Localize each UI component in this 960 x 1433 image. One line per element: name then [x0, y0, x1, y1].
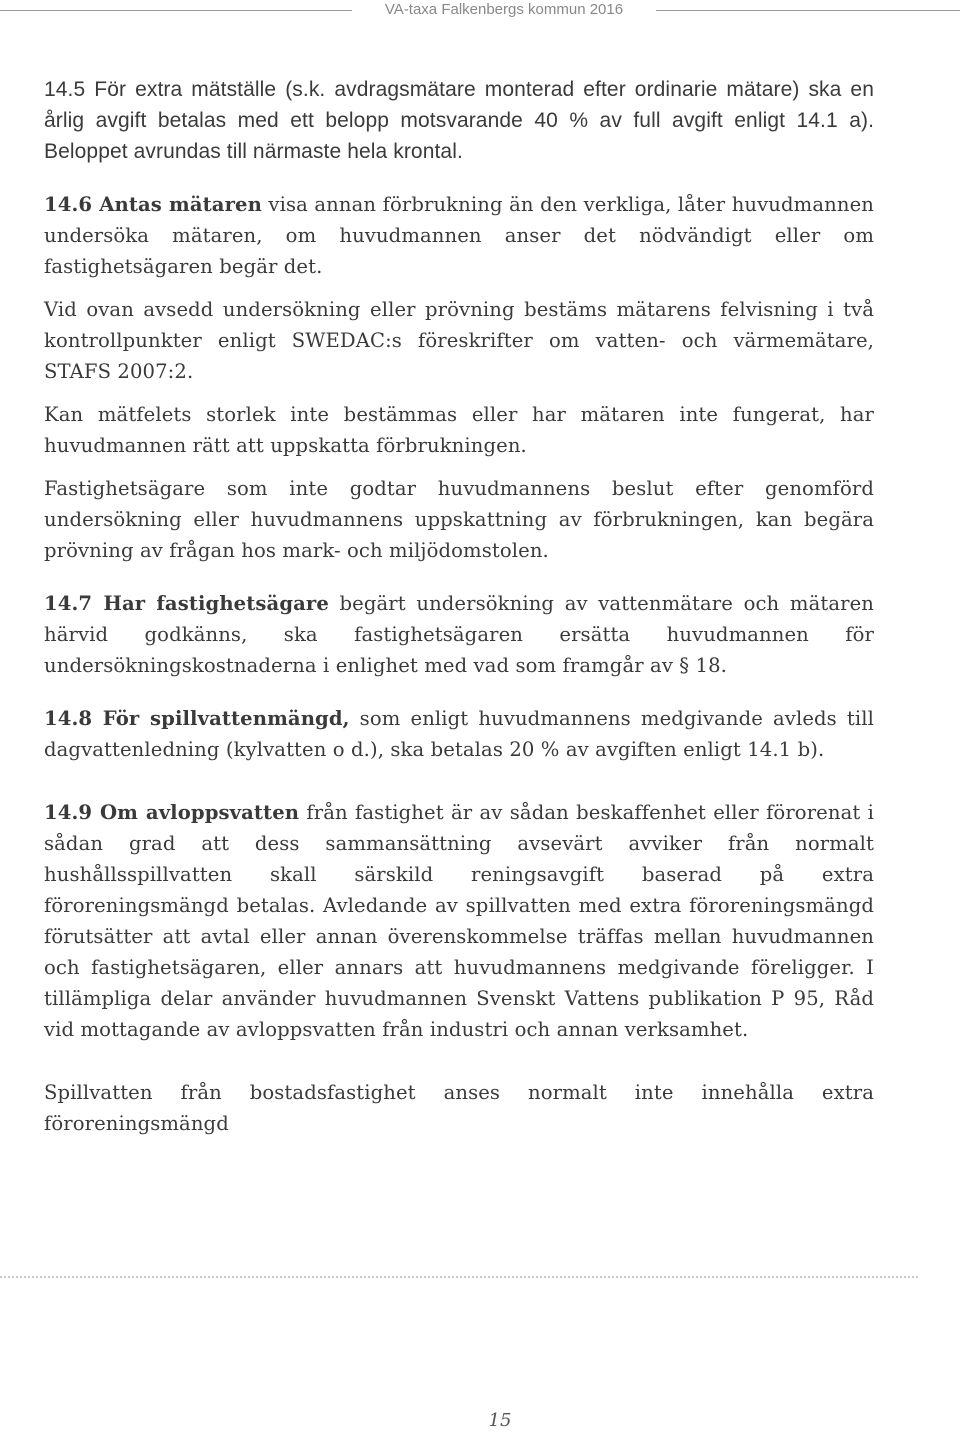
paragraph-vid-ovan: Vid ovan avsedd undersökning eller prövning bestäms mätarens felvisning i två kontrollpunkter enligt SWEDAC:s föreskrifter om vatten- och värmemätare, STAFS 2007:2. [44, 298, 874, 383]
section-14-6 [44, 189, 874, 282]
header-rule-right [656, 10, 960, 11]
paragraph-kan-matfelets: Kan mätfelets storlek inte bestämmas eller har mätaren inte fungerat, har huvudmannen rätt att uppskatta förbrukningen. [44, 403, 874, 457]
document-body [44, 74, 874, 1139]
paragraph-spillvatten: Spillvatten från bostadsfastighet anses normalt inte innehålla extra föroreningsmängd [44, 1081, 874, 1135]
section-14-6-heading: 14.6 Antas mätaren [44, 193, 262, 216]
section-14-5-heading: 14.5 För extra mätställe [44, 78, 277, 101]
section-14-7-text: begärt undersökning av vattenmätare och mätaren härvid godkänns, ska fastighetsägaren ersätta huvudmannen för undersökningskostnaderna i enlighet med vad som framgår av § 18. [44, 592, 874, 677]
paragraph-fastighetsagare: Fastighetsägare som inte godtar huvudmannens beslut efter genomförd undersökning eller huvudmannens uppskattning av förbrukningen, kan begära prövning av frågan hos mark- och miljödomstolen. [44, 477, 874, 562]
section-14-6-text: visa annan förbrukning än den verkliga, låter huvudmannen undersöka mätaren, om huvudmannen anser det nödvändigt eller om fastighetsägaren begär det. [44, 193, 874, 278]
section-14-9-heading: 14.9 Om avloppsvatten [44, 801, 300, 824]
header-title: VA-taxa Falkenbergs kommun 2016 [384, 1, 624, 18]
section-14-5-text: (s.k. avdragsmätare monterad efter ordinarie mätare) ska en årlig avgift betalas med ett belopp motsvarande 40 % av full avgift enligt 14.1 a). Beloppet avrundas till närmaste hela krontal. [44, 78, 874, 163]
section-14-8-heading: 14.8 För spillvattenmängd, [44, 707, 350, 730]
section-14-8 [44, 703, 874, 765]
section-14-9 [44, 797, 874, 1045]
footer-dotted-rule [0, 1276, 918, 1278]
section-14-9-text: från fastighet är av sådan beskaffenhet eller förorenat i sådan grad att dess sammansättning avsevärt avviker från normalt hushållsspillvatten skall särskild reningsavgift baserad på extra föroreningsmängd betalas. Avledande av spillvatten med extra föroreningsmängd förutsätter att avtal eller annan överenskommelse träffas mellan huvudmannen och fastighetsägaren, eller annars att huvudmannens medgivande föreligger. I tillämpliga delar använder huvudmannen Svenskt Vattens publikation P 95, Råd vid mottagande av avloppsvatten från industri och annan verksamhet. [44, 801, 874, 1041]
page-header [0, 0, 960, 22]
page-number: 15 [488, 1410, 512, 1431]
header-rule-left [0, 10, 352, 11]
section-14-5 [44, 74, 874, 167]
section-14-7 [44, 588, 874, 681]
section-14-7-heading: 14.7 Har fastighetsägare [44, 592, 329, 615]
section-14-8-text: som enligt huvudmannens medgivande avleds till dagvattenledning (kylvatten o d.), ska betalas 20 % av avgiften enligt 14.1 b). [44, 707, 874, 761]
